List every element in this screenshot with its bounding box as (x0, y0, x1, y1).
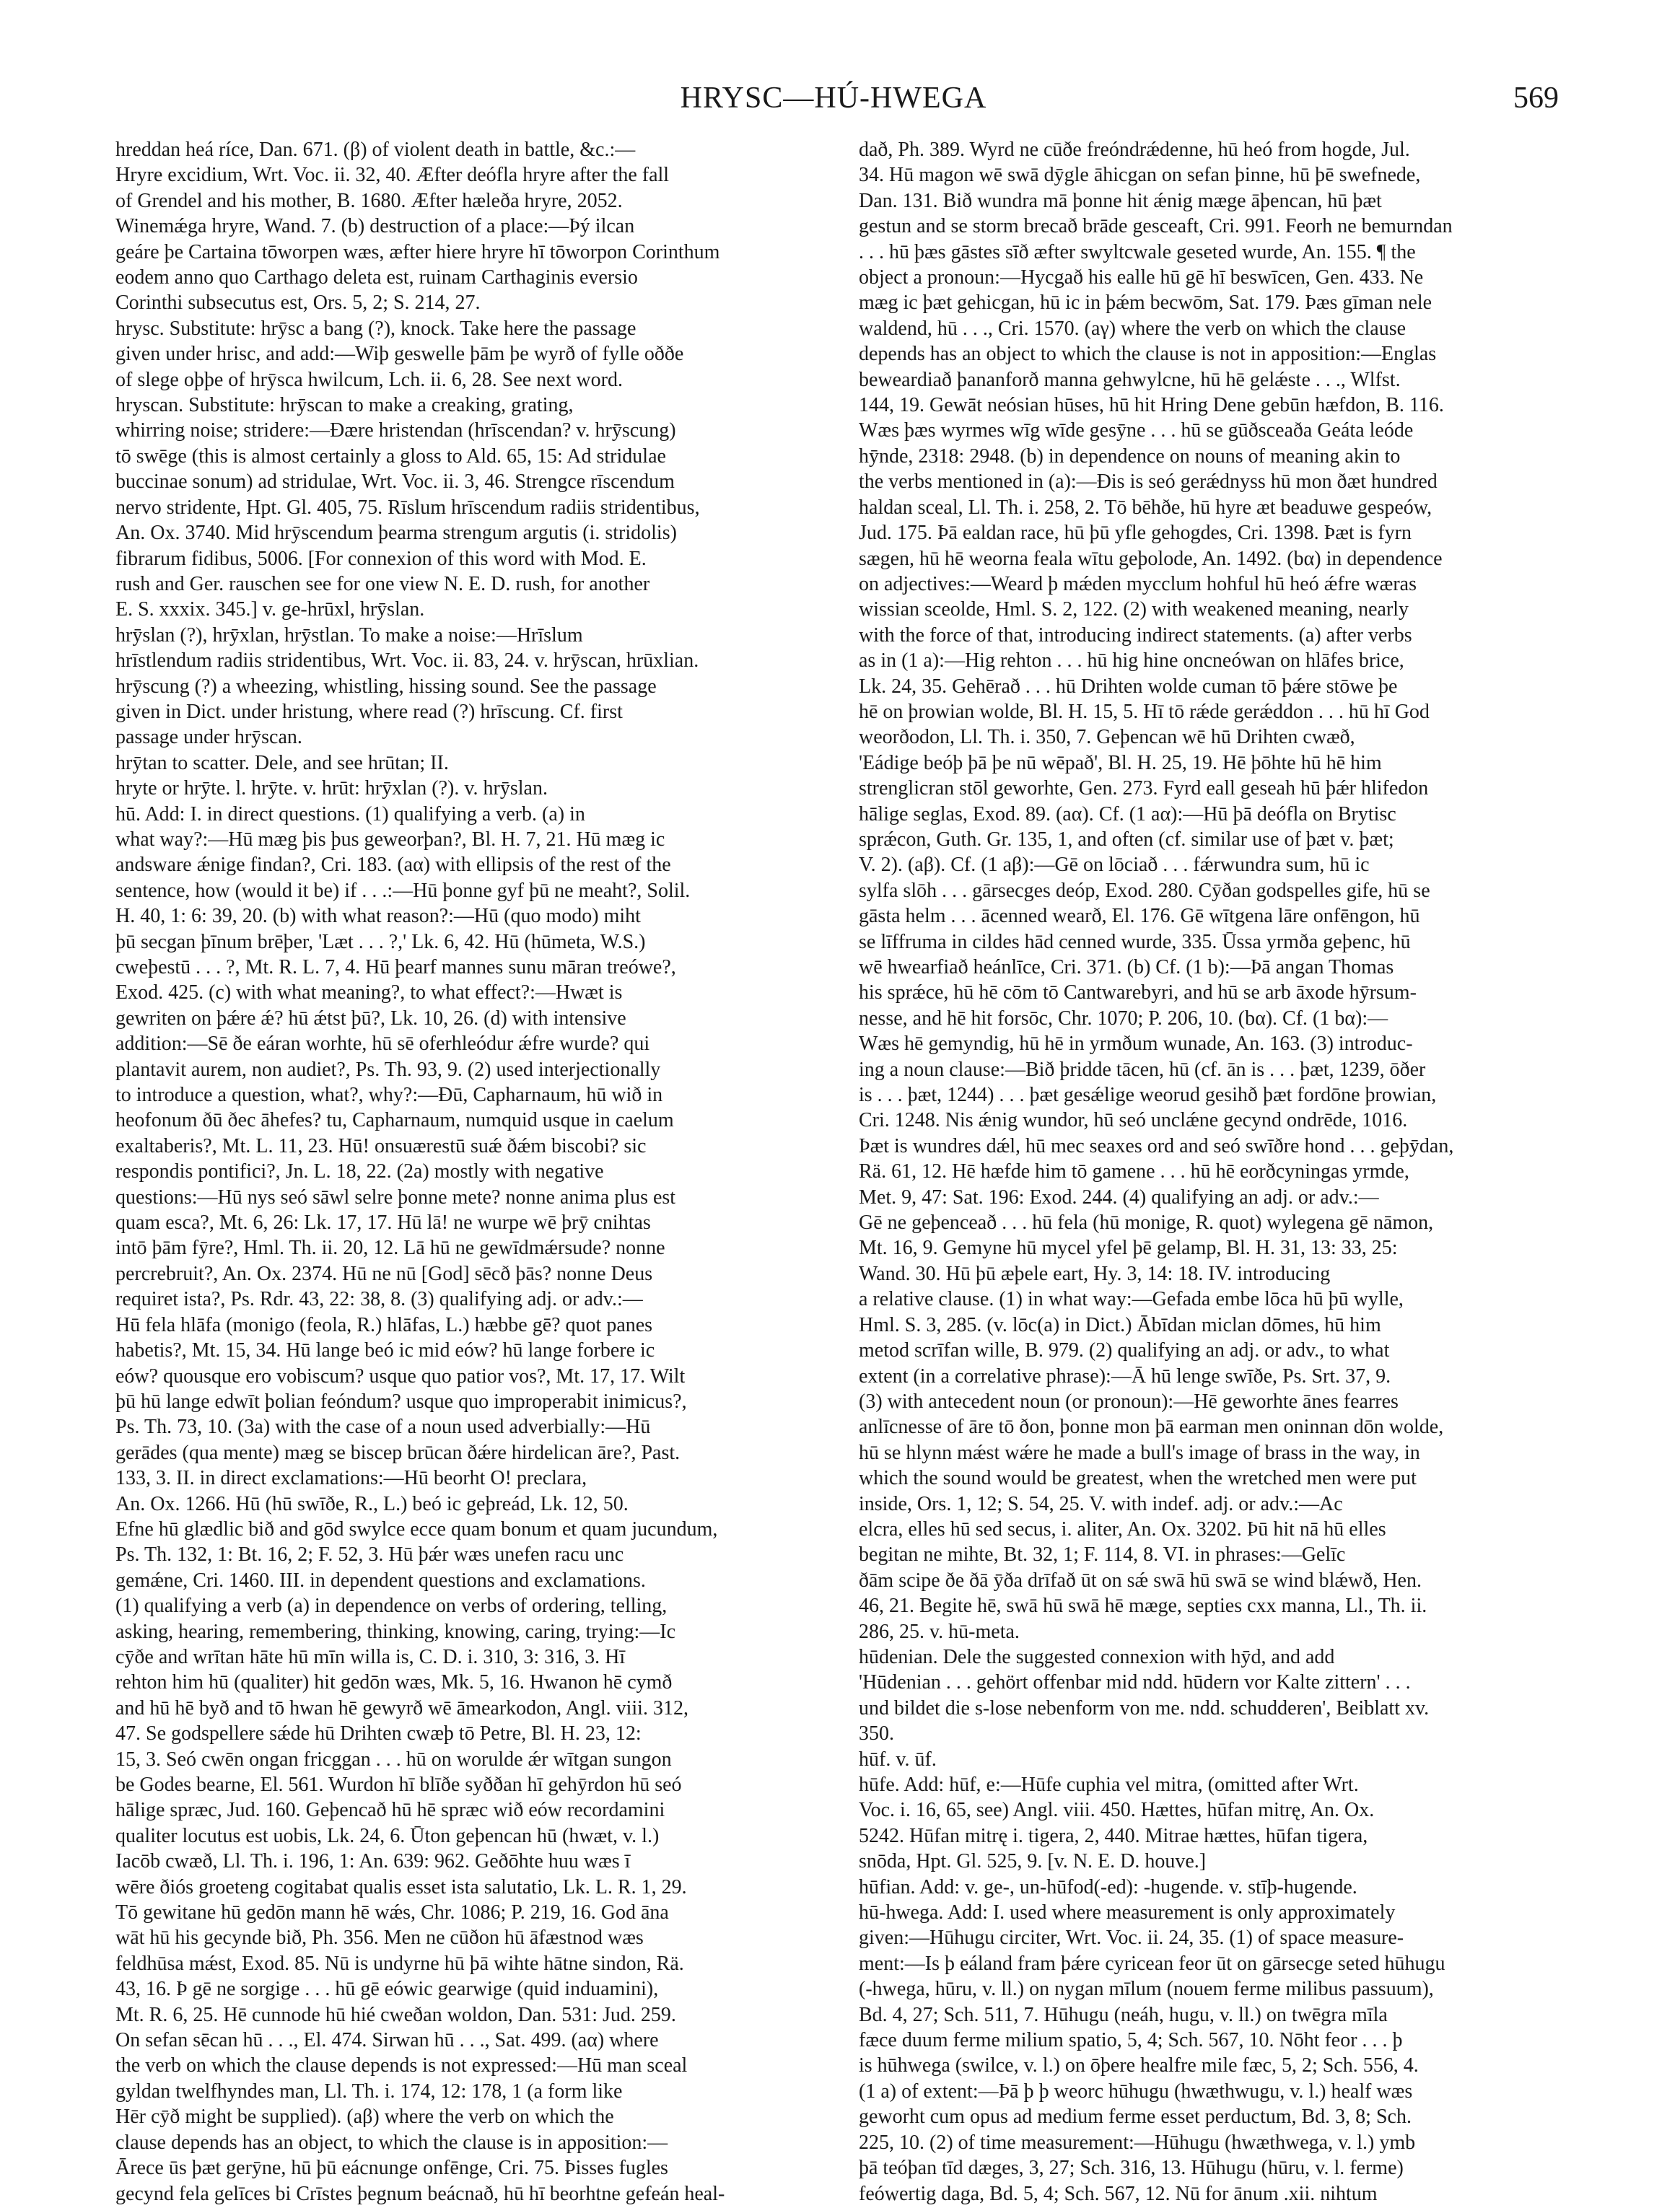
text-line: and hū hē byð and tō hwan hē gewyrð wē āmearkodon, Angl. viii. 312, (115, 1696, 688, 1719)
text-line: Mt. 16, 9. Gemyne hū mycel yfel þē gelamp, Bl. H. 31, 13: 33, 25: (859, 1237, 1398, 1260)
text-line: þā teóþan tīd dæges, 3, 27; Sch. 316, 13. Hūhugu (hūru, v. l. ferme) (859, 2157, 1404, 2180)
text-line: metod scrīfan wille, B. 979. (2) qualifying an adj. or adv., to what (859, 1339, 1390, 1362)
text-line: hrīstlendum radiis stridentibus, Wrt. Voc. ii. 83, 24. v. hrȳscan, hrūxlian. (115, 649, 699, 673)
text-line: mæg ic þæt gehicgan, hū ic in þǽm becwōm, Sat. 179. Þæs gīman nele (859, 292, 1432, 315)
text-line: anlīcnesse of āre tō ðon, þonne mon þā earman men oninnan dōn wolde, (859, 1416, 1444, 1439)
text-line: haldan sceal, Ll. Th. i. 258, 2. Tō bēhðe, hū hyre æt beaduwe gespeów, (859, 496, 1432, 519)
text-line: hryscan. Substitute: hrȳscan to make a creaking, grating, (115, 394, 574, 417)
text-line: Hēr cȳð might be supplied). (aβ) where the verb on which the (115, 2106, 614, 2129)
text-line: heofonum ðū ðec āhefes? tu, Capharnaum, numquid usque in caelum (115, 1109, 674, 1132)
text-line: addition:—Sē ðe eáran worhte, hū sē oferhleódur ǽfre wurde? qui (115, 1033, 650, 1056)
text-line: of slege oþþe of hrȳsca hwilcum, Lch. ii. 6, 28. See next word. (115, 368, 623, 391)
running-head: HRYSC—HÚ-HWEGA (680, 82, 987, 115)
text-line: hȳnde, 2318: 2948. (b) in dependence on nouns of meaning akin to (859, 444, 1401, 468)
text-line: feldhūsa mǽst, Exod. 85. Nū is undyrne hū þā wihte hātne sindon, Rä. (115, 1952, 684, 1975)
text-line: Hryre excidium, Wrt. Voc. ii. 32, 40. Æfter deófla hryre after the fall (115, 164, 670, 187)
text-line: 15, 3. Seó cwēn ongan fricggan . . . hū on worulde ǽr wītgan sungon (115, 1748, 672, 1771)
text-line: hālige seglas, Exod. 89. (aα). Cf. (1 aα):—Hū þā deófla on Brytisc (859, 802, 1396, 825)
text-line: (1 a) of extent:—Þā þ þ weorc hūhugu (hwæthwugu, v. l.) healf wæs (859, 2080, 1413, 2103)
text-line: of Grendel and his mother, B. 1680. Æfter hæleða hryre, 2052. (115, 189, 623, 212)
text-line: waldend, hū . . ., Cri. 1570. (aγ) where the verb on which the clause (859, 317, 1406, 340)
text-line: ðām scipe ðe ðā ȳða drīfað ūt on sǽ swā hū swā se wind blǽwð, Hen. (859, 1569, 1422, 1592)
text-line: sprǽcon, Guth. Gr. 135, 1, and often (cf. similar use of þæt v. þæt; (859, 828, 1394, 851)
text-line: gemǽne, Cri. 1460. III. in dependent questions and exclamations. (115, 1569, 646, 1592)
text-line: hrȳslan (?), hrȳxlan, hrȳstlan. To make a noise:—Hrīslum (115, 623, 583, 647)
text-line: (3) with antecedent noun (or pronoun):—Hē geworhte ānes fearres (859, 1390, 1399, 1413)
text-line: given:—Hūhugu circiter, Wrt. Voc. ii. 24, 35. (1) of space measure- (859, 1927, 1404, 1950)
text-line: wē hwearfiað heánlīce, Cri. 371. (b) Cf. (1 b):—Þā angan Thomas (859, 956, 1394, 978)
text-line: dað, Ph. 389. Wyrd ne cūðe freóndrǽdenne, hū heó from hogde, Jul. (859, 139, 1410, 161)
text-line: Voc. i. 16, 65, see) Angl. viii. 450. Hættes, hūfan mitrę, An. Ox. (859, 1799, 1375, 1822)
text-line: hrysc. Substitute: hrȳsc a bang (?), knock. Take here the passage (115, 317, 636, 340)
text-line: 133, 3. II. in direct exclamations:—Hū beorht O! preclara, (115, 1467, 587, 1490)
text-line: tō swēge (this is almost certainly a gloss to Ald. 65, 15: Ad stridulae (115, 444, 666, 468)
text-line: hūf. v. ūf. (859, 1748, 937, 1771)
text-line: Met. 9, 47: Sat. 196: Exod. 244. (4) qualifying an adj. or adv.:— (859, 1186, 1379, 1209)
text-line: habetis?, Mt. 15, 34. Hū lange beó ic mid eów? hū lange forbere ic (115, 1339, 655, 1362)
text-line: gerādes (qua mente) mæg se biscep brūcan ðǽre hirdelican āre?, Past. (115, 1441, 681, 1464)
text-line: . . . hū þæs gāstes sīð æfter swyltcwale geseted wurde, An. 155. ¶ the (859, 240, 1416, 263)
text-line: intō þām fȳre?, Hml. Th. ii. 20, 12. Lā hū ne gewīdmǽrsude? nonne (115, 1237, 665, 1260)
text-line: wēre ðiós groeteng cogitabat qualis esset ista salutatio, Lk. L. R. 1, 29. (115, 1875, 687, 1898)
text-line: ment:—Is þ eáland fram þǽre cyricean feor ūt on gārsecge seted hūhugu (859, 1952, 1445, 1975)
text-line: V. 2). (aβ). Cf. (1 aβ):—Gē on lōciað . . . fǽrwundra sum, hū ic (859, 854, 1370, 877)
text-line: Rä. 61, 12. Hē hæfde him tō gamene . . . hū hē eorðcyningas yrmde, (859, 1160, 1409, 1183)
text-line: An. Ox. 1266. Hū (hū swīðe, R., L.) beó ic geþreád, Lk. 12, 50. (115, 1492, 629, 1515)
text-line: 5242. Hūfan mitrę i. tigera, 2, 440. Mitrae hættes, hūfan tigera, (859, 1824, 1368, 1847)
text-line: H. 40, 1: 6: 39, 20. (b) with what reason?:—Hū (quo modo) miht (115, 905, 641, 928)
text-line: Iacōb cwæð, Ll. Th. i. 196, 1: An. 639: 962. Geðōhte huu wæs ī (115, 1850, 631, 1873)
text-line: Ps. Th. 132, 1: Bt. 16, 2; F. 52, 3. Hū þǽr wæs unefen racu unc (115, 1543, 624, 1567)
text-line: begitan ne mihte, Bt. 32, 1; F. 114, 8. VI. in phrases:—Gelīc (859, 1543, 1346, 1567)
text-line: hūfian. Add: v. ge-, un-hūfod(-ed): -hugende. v. stīþ-hugende. (859, 1875, 1357, 1898)
text-line: gestun and se storm brecað brāde gesceaft, Cri. 991. Feorh ne bemurndan (859, 215, 1453, 238)
text-line: percrebruit?, An. Ox. 2374. Hū ne nū [God] sēcð þās? nonne Deus (115, 1262, 653, 1285)
text-line: object a pronoun:—Hycgað his ealle hū gē hī beswīcen, Gen. 433. Ne (859, 266, 1424, 289)
text-line: nervo stridente, Hpt. Gl. 405, 75. Rīslum hrīscendum radiis stridentibus, (115, 496, 700, 519)
text-line: wāt hū his gecynde bið, Ph. 356. Men ne cūðon hū āfæstnod wæs (115, 1927, 644, 1950)
text-line: se līffruma in cildes hād cenned wurde, 335. Ūssa yrmða geþenc, hū (859, 930, 1411, 953)
left-column (115, 137, 819, 2205)
text-line: hūdenian. Dele the suggested connexion with hȳd, and add (859, 1645, 1335, 1668)
text-line: rush and Ger. rauschen see for one view N. E. D. rush, for another (115, 572, 650, 595)
text-line: on adjectives:—Weard þ mǽden mycclum hohful hū heó ǽfre wæras (859, 572, 1417, 595)
text-line: Winemǽga hryre, Wand. 7. (b) destruction of a place:—Þý ilcan (115, 215, 635, 238)
text-line: 'Eádige beóþ þā þe nū wēpað', Bl. H. 25, 19. Hē þōhte hū hē him (859, 751, 1382, 774)
text-line: Mt. R. 6, 25. Hē cunnode hū hié cweðan woldon, Dan. 531: Jud. 259. (115, 2003, 676, 2026)
text-line: sylfa slōh . . . gārsecges deóp, Exod. 280. Cȳðan godspelles gife, hū se (859, 879, 1430, 902)
text-line: with the force of that, introducing indirect statements. (a) after verbs (859, 623, 1412, 647)
text-line: Efne hū glædlic bið and gōd swylce ecce quam bonum et quam jucundum, (115, 1517, 718, 1541)
text-line: þū hū lange edwīt þolian feóndum? usque quo improperabit inimicus?, (115, 1390, 687, 1413)
text-line: hē on þrowian wolde, Bl. H. 15, 5. Hī tō rǽde gerǽddon . . . hū hī God (859, 700, 1430, 723)
text-line: gewriten on þǽre ǽ? hū ǽtst þū?, Lk. 10, 26. (d) with intensive (115, 1007, 626, 1030)
text-line: 43, 16. Þ gē ne sorgige . . . hū gē eówic gearwige (quid induamini), (115, 1978, 659, 2001)
text-line: given under hrisc, and add:—Wiþ geswelle þām þe wyrð of fylle oððe (115, 343, 684, 366)
text-line: fibrarum fidibus, 5006. [For connexion of this word with Mod. E. (115, 547, 647, 570)
text-line: sægen, hū hē weorna feala wītu geþolode, An. 1492. (bα) in dependence (859, 547, 1443, 570)
text-line: passage under hrȳscan. (115, 726, 302, 749)
text-line: qualiter locutus est uobis, Lk. 24, 6. Ūton geþencan hū (hwæt, v. l.) (115, 1824, 660, 1847)
text-line: Wand. 30. Hū þū æþele eart, Hy. 3, 14: 18. IV. introducing (859, 1262, 1331, 1285)
text-line: Jud. 175. Þā ealdan race, hū þū yfle gehogdes, Cri. 1398. Þæt is fyrn (859, 522, 1412, 545)
text-line: beweardiað þananforð manna gehwylcne, hū hē gelǽste . . ., Wlfst. (859, 368, 1401, 391)
text-line: hryte or hrȳte. l. hrȳte. v. hrūt: hrȳxlan (?). v. hrȳslan. (115, 777, 548, 800)
text-line: the verb on which the clause depends is not expressed:—Hū man sceal (115, 2054, 688, 2077)
text-line: Wæs hē gemyndig, hū hē in yrmðum wunade, An. 163. (3) introduc- (859, 1033, 1413, 1056)
text-line: geworht cum opus ad medium ferme esset perductum, Bd. 3, 8; Sch. (859, 2106, 1412, 2129)
text-line: 'Hūdenian . . . gehört offenbar mid ndd. hūdern vor Kalte zittern' . . . (859, 1671, 1411, 1694)
text-line: Lk. 24, 35. Gehērað . . . hū Drihten wolde cuman tō þǽre stōwe þe (859, 675, 1398, 698)
text-line: hūfe. Add: hūf, e:—Hūfe cuphia vel mitra, (omitted after Wrt. (859, 1774, 1359, 1796)
text-line: hreddan heá ríce, Dan. 671. (β) of violent death in battle, &c.:— (115, 139, 636, 161)
text-line: 47. Se godspellere sǽde hū Drihten cwæþ tō Petre, Bl. H. 23, 12: (115, 1722, 642, 1745)
text-line: Corinthi subsecutus est, Ors. 5, 2; S. 214, 27. (115, 292, 481, 315)
text-line: strenglicran stōl geworhte, Gen. 273. Fyrd eall geseah hū þǽr hlifedon (859, 777, 1429, 800)
text-line: inside, Ors. 1, 12; S. 54, 25. V. with indef. adj. or adv.:—Ac (859, 1492, 1343, 1515)
text-line: Hū fela hlāfa (monigo (feola, R.) hlāfas, L.) hæbbe gē? quot panes (115, 1313, 653, 1336)
text-line: 34. Hū magon wē swā dȳgle āhicgan on sefan þinne, hū þē swefnede, (859, 164, 1421, 187)
text-line: clause depends has an object, to which the clause is in apposition:— (115, 2131, 668, 2154)
text-line: eów? quousque ero vobiscum? usque quo patior vos?, Mt. 17, 17. Wilt (115, 1364, 686, 1388)
text-line: snōda, Hpt. Gl. 525, 9. [v. N. E. D. houve.] (859, 1850, 1207, 1873)
text-line: his sprǽce, hū hē cōm tō Cantwarebyri, and hū se arb āxode hȳrsum- (859, 981, 1417, 1004)
text-line: asking, hearing, remembering, thinking, knowing, caring, trying:—Ic (115, 1620, 676, 1643)
text-line: ing a noun clause:—Bið þridde tācen, hū (cf. ān is . . . þæt, 1239, ōðer (859, 1058, 1426, 1081)
text-line: a relative clause. (1) in what way:—Gefada embe lōca hū þū wylle, (859, 1288, 1404, 1311)
text-line: plantavit aurem, non audiet?, Ps. Th. 93, 9. (2) used interjectionally (115, 1058, 661, 1081)
text-line: gāsta helm . . . ācenned wearð, El. 176. Gē wītgena lāre onfēngon, hū (859, 905, 1420, 928)
text-line: quam esca?, Mt. 6, 26: Lk. 17, 17. Hū lā! ne wurpe wē þrȳ cnihtas (115, 1212, 651, 1235)
text-line: An. Ox. 3740. Mid hrȳscendum þearma strengum argutis (i. stridolis) (115, 522, 677, 545)
text-line: wissian sceolde, Hml. S. 2, 122. (2) with weakened meaning, nearly (859, 598, 1409, 621)
text-line: 46, 21. Begite hē, swā hū swā hē mæge, septies cxx manna, Ll., Th. ii. (859, 1595, 1427, 1618)
text-line: exaltaberis?, Mt. L. 11, 23. Hū! onsuærestū suǽ ðǽm biscobi? sic (115, 1134, 647, 1157)
text-line: what way?:—Hū mæg þis þus geweorþan?, Bl. H. 7, 21. Hū mæg ic (115, 828, 665, 851)
text-line: (-hwega, hūru, v. ll.) on nygan mīlum (nouem ferme milibus passuum), (859, 1978, 1434, 2001)
right-column (859, 137, 1562, 2205)
text-line: requiret ista?, Ps. Rdr. 43, 22: 38, 8. (3) qualifying adj. or adv.:— (115, 1288, 643, 1311)
text-line: cweþestū . . . ?, Mt. R. L. 7, 4. Hū þearf mannes sunu māran treówe?, (115, 956, 676, 978)
text-line: eodem anno quo Carthago deleta est, ruinam Carthaginis eversio (115, 266, 638, 289)
text-line: Ārece ūs þæt gerȳne, hū þū eácnunge onfēnge, Cri. 75. Þisses fugles (115, 2157, 668, 2180)
text-line: rehton him hū (qualiter) hit gedōn wæs, Mk. 5, 16. Hwanon hē cymð (115, 1671, 673, 1694)
text-line: weorðodon, Ll. Th. i. 350, 7. Geþencan wē hū Drihten cwæð, (859, 726, 1355, 749)
text-line: E. S. xxxix. 345.] v. ge-hrūxl, hrȳslan. (115, 598, 425, 621)
text-line: nesse, and hē hit forsōc, Chr. 1070; P. 206, 10. (bα). Cf. (1 bα):— (859, 1007, 1388, 1030)
text-line: Wæs þæs wyrmes wīg wīde gesȳne . . . hū se gūðsceaða Geáta leóde (859, 419, 1414, 442)
text-line: extent (in a correlative phrase):—Ā hū lenge swīðe, Ps. Srt. 37, 9. (859, 1364, 1391, 1388)
text-line: geáre þe Cartaina tōworpen wæs, æfter hiere hryre hī tōworpon Corinthum (115, 240, 720, 263)
text-line: which the sound would be greatest, when the wretched men were put (859, 1467, 1417, 1490)
page-header (108, 81, 1559, 124)
text-line: hū se hlynn mǽst wǽre he made a bull's image of brass in the way, in (859, 1441, 1420, 1464)
text-line: the verbs mentioned in (a):—Ðis is seó gerǽdnyss hū mon ðæt hundred (859, 470, 1438, 494)
text-line: cȳðe and wrītan hāte hū mīn willa is, C. D. i. 310, 3: 316, 3. Hī (115, 1645, 626, 1668)
text-line: Bd. 4, 27; Sch. 511, 7. Hūhugu (neáh, hugu, v. ll.) on twēgra mīla (859, 2003, 1388, 2026)
text-line: depends has an object to which the clause is not in apposition:—Englas (859, 343, 1437, 366)
text-line: is hūhwega (swilce, v. l.) on ōþere healfre mile fæc, 5, 2; Sch. 556, 4. (859, 2054, 1419, 2077)
text-line: questions:—Hū nys seó sāwl selre þonne mete? nonne anima plus est (115, 1186, 676, 1209)
text-line: (1) qualifying a verb (a) in dependence on verbs of ordering, telling, (115, 1595, 668, 1618)
text-line: Dan. 131. Bið wundra mā þonne hit ǽnig mæge āþencan, hū þæt (859, 189, 1382, 212)
text-line: as in (1 a):—Hig rehton . . . hū hig hine oncneówan on hlāfes brice, (859, 649, 1404, 673)
text-line: On sefan sēcan hū . . ., El. 474. Sirwan hū . . ., Sat. 499. (aα) where (115, 2029, 659, 2052)
text-line: Ps. Th. 73, 10. (3a) with the case of a noun used adverbially:—Hū (115, 1416, 651, 1439)
text-line: respondis pontifici?, Jn. L. 18, 22. (2a) mostly with negative (115, 1160, 604, 1183)
text-line: buccinae sonum) ad stridulae, Wrt. Voc. ii. 3, 46. Strengce rīscendum (115, 470, 675, 494)
text-line: feówertig daga, Bd. 5, 4; Sch. 567, 12. Nū for ānum .xii. nihtum (859, 2182, 1378, 2205)
text-line: Hml. S. 3, 285. (v. lōc(a) in Dict.) Ābīdan miclan dōmes, hū him (859, 1313, 1381, 1336)
text-line: hū-hwega. Add: I. used where measurement is only approximately (859, 1901, 1396, 1924)
text-line: gecynd fela gelīces bi Crīstes þegnum beácnað, hū hī beorhtne gefeán heal- (115, 2182, 725, 2205)
text-line: 350. (859, 1722, 894, 1745)
text-line: Cri. 1248. Nis ǽnig wundor, hū seó unclǽne gecynd ondrēde, 1016. (859, 1109, 1408, 1132)
text-line: þū secgan þīnum brēþer, 'Læt . . . ?,' Lk. 6, 42. Hū (hūmeta, W.S.) (115, 930, 646, 953)
text-line: is . . . þæt, 1244) . . . þæt gesǽlige weorud gesihð þæt fordōne þrowian, (859, 1084, 1437, 1107)
text-line: Þæt is wundres dǽl, hū mec seaxes ord and seó swīðre hond . . . geþȳdan, (859, 1134, 1454, 1157)
text-line: 225, 10. (2) of time measurement:—Hūhugu (hwæthwega, v. l.) ymb (859, 2131, 1416, 2154)
text-line: 144, 19. Gewāt neósian hūses, hū hit Hring Dene gebūn hæfdon, B. 116. (859, 394, 1444, 417)
text-line: Exod. 425. (c) with what meaning?, to what effect?:—Hwæt is (115, 981, 623, 1004)
text-line: andsware ǽnige findan?, Cri. 183. (aα) with ellipsis of the rest of the (115, 854, 671, 877)
text-line: 286, 25. v. hū-meta. (859, 1620, 1020, 1643)
text-line: gyldan twelfhyndes man, Ll. Th. i. 174, 12: 178, 1 (a form like (115, 2080, 623, 2103)
text-line: hrȳscung (?) a wheezing, whistling, hissing sound. See the passage (115, 675, 657, 698)
text-line: whirring noise; stridere:—Ðære hristendan (hrīscendan? v. hrȳscung) (115, 419, 676, 442)
text-line: be Godes bearne, El. 561. Wurdon hī blīðe syððan hī gehȳrdon hū seó (115, 1774, 682, 1796)
page-number: 569 (1513, 82, 1559, 115)
text-line: fæce duum ferme milium spatio, 5, 4; Sch. 567, 10. Nōht feor . . . þ (859, 2029, 1403, 2052)
text-line: given in Dict. under hristung, where read (?) hrīscung. Cf. first (115, 700, 623, 723)
text-line: hrȳtan to scatter. Dele, and see hrūtan; II. (115, 751, 449, 774)
text-line: Gē ne geþenceað . . . hū fela (hū monige, R. quot) wylegena gē nāmon, (859, 1212, 1434, 1235)
text-line: to introduce a question, what?, why?:—Ðū, Capharnaum, hū wið in (115, 1084, 663, 1107)
text-line: hālige spræc, Jud. 160. Geþencað hū hē spræc wið eów recordamini (115, 1799, 665, 1822)
text-line: sentence, how (would it be) if . . .:—Hū þonne gyf þū ne meaht?, Solil. (115, 879, 691, 902)
text-line: hū. Add: I. in direct questions. (1) qualifying a verb. (a) in (115, 802, 585, 825)
text-line: und bildet die s-lose nebenform von me. ndd. schudderen', Beiblatt xv. (859, 1696, 1430, 1719)
text-line: elcra, elles hū sed secus, i. aliter, An. Ox. 3202. Þū hit nā hū elles (859, 1517, 1386, 1541)
text-line: Tō gewitane hū gedōn mann hē wǽs, Chr. 1086; P. 219, 16. God āna (115, 1901, 669, 1924)
